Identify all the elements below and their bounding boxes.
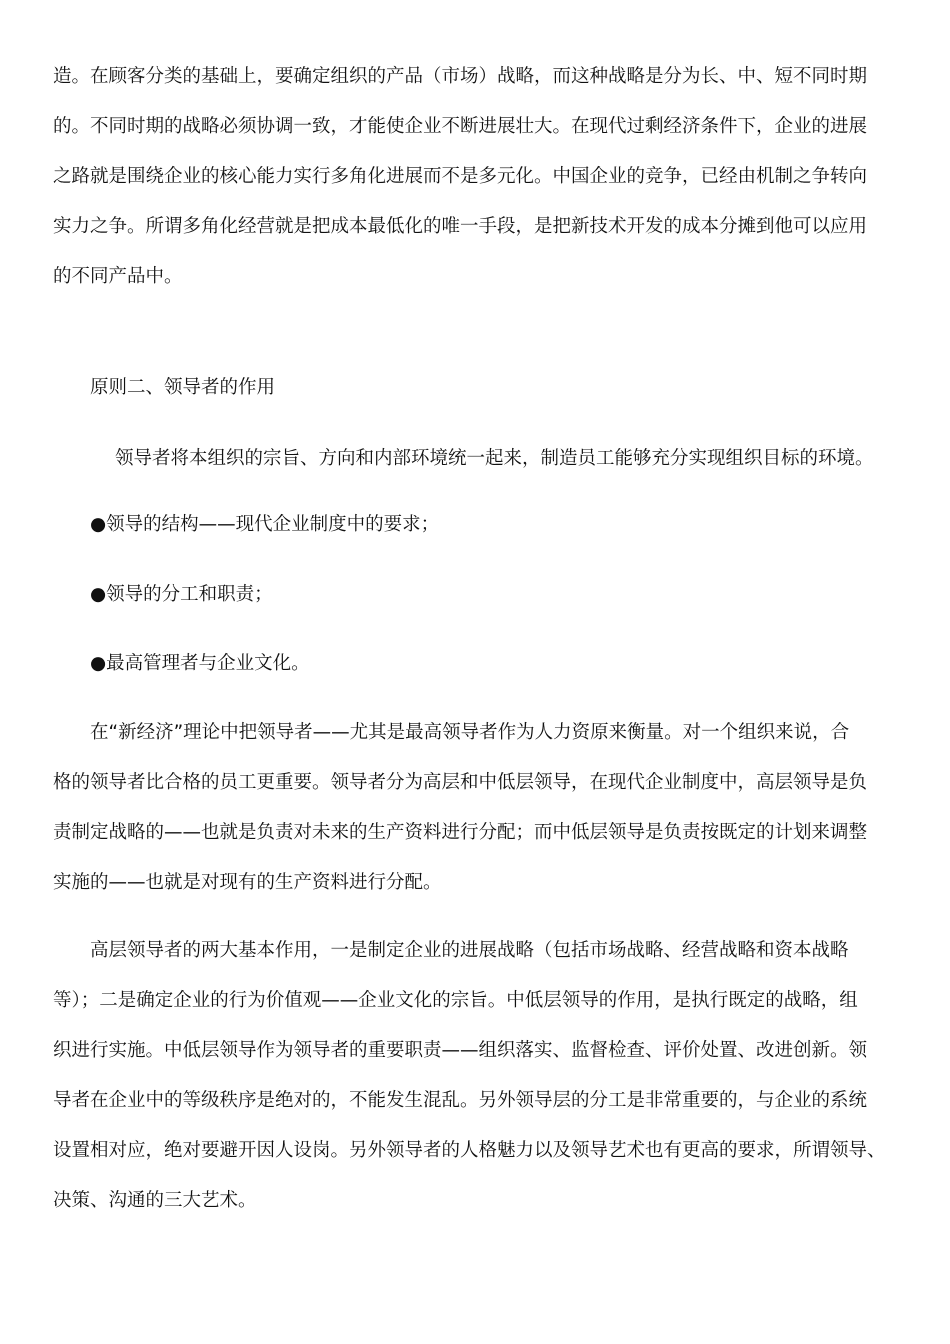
paragraph-line: 的不同产品中。 — [53, 266, 183, 287]
paragraph-strategy-continued — [53, 52, 903, 302]
paragraph-line: 格的领导者比合格的员工更重要。领导者分为高层和中低层领导，在现代企业制度中，高层领导是负 — [53, 772, 868, 793]
bullet-item: ●领导的分工和职责； — [90, 584, 273, 605]
paragraph-line: 责制定战略的——也就是负责对未来的生产资料进行分配；而中低层领导是负责按既定的计划来调整 — [53, 822, 868, 843]
paragraph-line: 的。不同时期的战略必须协调一致，才能使企业不断进展壮大。在现代过剩经济条件下，企业的进展 — [53, 116, 868, 137]
paragraph-line: 等）；二是确定企业的行为价值观——企业文化的宗旨。中低层领导的作用，是执行既定的战略，组 — [53, 990, 858, 1011]
paragraph-line: 造。在顾客分类的基础上，要确定组织的产品（市场）战略，而这种战略是分为长、中、短不同时期 — [53, 66, 868, 87]
paragraph-line: 高层领导者的两大基本作用，一是制定企业的进展战略（包括市场战略、经营战略和资本战略 — [90, 940, 849, 961]
paragraph-senior-leaders — [53, 926, 903, 1226]
intro-paragraph: 领导者将本组织的宗旨、方向和内部环境统一起来，制造员工能够充分实现组织目标的环境。 — [115, 448, 874, 469]
paragraph-new-economy — [53, 708, 903, 908]
paragraph-line: 实施的——也就是对现有的生产资料进行分配。 — [53, 872, 442, 893]
paragraph-line: 决策、沟通的三大艺术。 — [53, 1190, 257, 1211]
bullet-item: ●领导的结构——现代企业制度中的要求； — [90, 514, 440, 535]
paragraph-line: 织进行实施。中低层领导作为领导者的重要职责——组织落实、监督检查、评价处置、改进创新。领 — [53, 1040, 868, 1061]
paragraph-line: 在“新经济”理论中把领导者——尤其是最高领导者作为人力资原来衡量。对一个组织来说，合 — [90, 722, 850, 743]
bullet-item: ●最高管理者与企业文化。 — [90, 653, 310, 674]
paragraph-line: 设置相对应，绝对要避开因人设岗。另外领导者的人格魅力以及领导艺术也有更高的要求，所谓领导、 — [53, 1140, 886, 1161]
paragraph-line: 之路就是围绕企业的核心能力实行多角化进展而不是多元化。中国企业的竞争，已经由机制之争转向 — [53, 166, 868, 187]
paragraph-line: 实力之争。所谓多角化经营就是把成本最低化的唯一手段，是把新技术开发的成本分摊到他可以应用 — [53, 216, 868, 237]
paragraph-line: 导者在企业中的等级秩序是绝对的，不能发生混乱。另外领导层的分工是非常重要的，与企业的系统 — [53, 1090, 868, 1111]
section-heading: 原则二、领导者的作用 — [90, 377, 276, 398]
